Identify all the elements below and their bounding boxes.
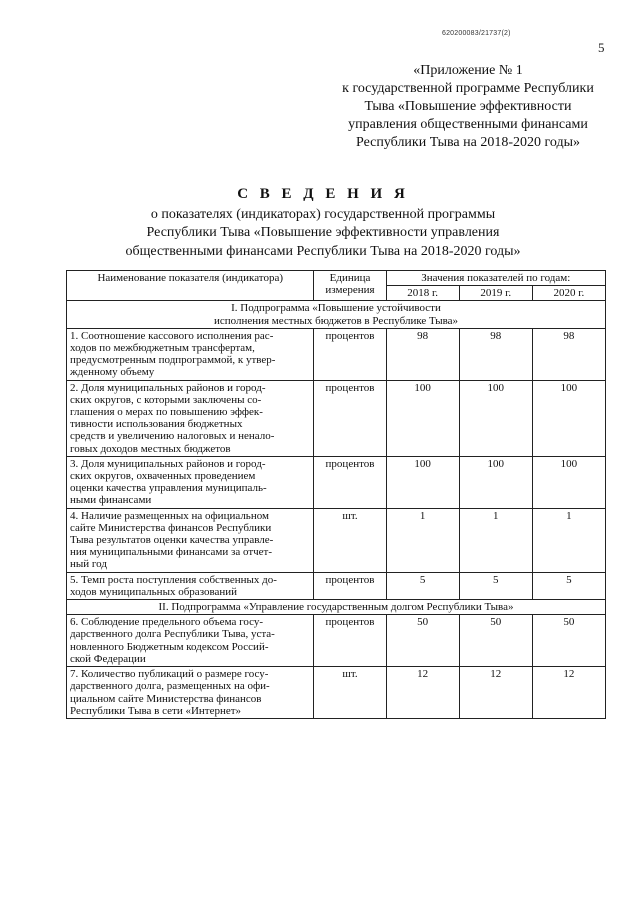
indicator-name-line: новленного Бюджетным кодексом Россий- [70,640,269,653]
subprogram-title-line: I. Подпрограмма «Повышение устойчивости [231,302,441,315]
indicator-name-line: ской Федерации [70,652,146,665]
document-subtitle-line: Республики Тыва «Повышение эффективности управления [146,225,500,240]
indicator-value: 100 [459,456,532,508]
table-row [67,667,606,719]
indicator-name-line: дарственного долга Республики Тыва, уста- [70,628,275,641]
table-row [67,615,606,667]
annex-line: Тыва «Повышение эффективности [364,99,572,114]
subprogram-title-line: исполнения местных бюджетов в Республике Тыва» [213,314,459,327]
indicator-name-line: ходов муниципальных образований [70,585,238,598]
indicator-value: 1 [386,508,459,572]
indicator-unit: процентов [314,615,386,667]
indicator-name-line: 7. Количество публикаций о размере госу- [70,668,269,681]
indicator-value: 100 [532,456,605,508]
indicator-name-line: 5. Темп роста поступления собственных до- [70,573,277,586]
table-header-row [67,271,606,286]
page-number: 5 [598,40,605,55]
subprogram-title [67,301,606,328]
indicator-name-line: циальном сайте Министерства финансов [70,692,262,705]
indicator-name-line: глашения о мерах по повышению эффек- [70,406,263,419]
indicator-unit: процентов [314,456,386,508]
indicator-name-line: дарственного долга, размещенных на офи- [70,680,270,693]
indicator-value: 100 [386,456,459,508]
indicators-table [66,270,606,719]
document-subtitle-line: общественными финансами Республики Тыва на 2018-2020 годы» [125,243,521,259]
indicator-name-line: жденному объему [70,366,155,379]
indicator-value: 12 [459,667,532,719]
indicator-value: 12 [386,667,459,719]
document-heading [92,185,554,261]
annex-caption [330,62,606,152]
indicator-name-line: тивности использования бюджетных [70,418,243,431]
indicators-table-body [67,271,606,719]
indicator-name-line: 1. Соотношение кассового исполнения рас- [70,329,274,342]
header-unit-line: измерения [325,284,375,297]
header-year: 2020 г. [532,286,605,301]
document-id: 620200083/21737(2) [442,30,511,37]
header-values-group: Значения показателей по годам: [386,271,605,286]
indicator-unit: процентов [314,380,386,456]
indicator-name [67,456,314,508]
indicator-name [67,572,314,599]
indicator-name-line: 3. Доля муниципальных районов и город- [70,457,266,470]
indicator-unit: шт. [314,508,386,572]
subprogram-row [67,600,606,615]
indicator-name-line: ходов по межбюджетным трансфертам, [70,342,255,355]
header-indicator-name: Наименование показателя (индикатора) [67,271,314,301]
table-row [67,456,606,508]
indicator-name [67,508,314,572]
indicator-value: 98 [532,328,605,380]
annex-line: управления общественными финансами [348,117,588,132]
subprogram-title [67,600,606,615]
table-row [67,508,606,572]
indicator-name [67,667,314,719]
indicator-name [67,380,314,456]
indicator-value: 50 [459,615,532,667]
indicator-name [67,328,314,380]
indicator-name-line: 2. Доля муниципальных районов и город- [70,381,266,394]
document-title: С В Е Д Е Н И Я [237,186,409,202]
header-year: 2019 г. [459,286,532,301]
indicator-name-line: 4. Наличие размещенных на официальном [70,509,269,522]
document-subtitle-line: о показателях (индикаторах) государственной программы [150,206,496,222]
indicator-name-line: говых доходов местных бюджетов [70,442,231,455]
indicator-value: 98 [459,328,532,380]
indicator-name-line: ный год [70,558,107,571]
indicator-name-line: ния муниципальными финансами за отчет- [70,546,273,559]
indicator-name-line: Республики Тыва в сети «Интернет» [70,704,242,717]
indicator-value: 50 [532,615,605,667]
indicator-value: 50 [386,615,459,667]
indicator-name-line: ских округов, охваченных проведением [70,470,256,483]
indicator-value: 100 [386,380,459,456]
indicator-name-line: предусмотренным подпрограммой, к утвер- [70,354,276,367]
indicator-value: 1 [459,508,532,572]
indicator-unit: процентов [314,572,386,599]
header-year: 2018 г. [386,286,459,301]
indicator-name-line: 6. Соблюдение предельного объема госу- [70,616,263,629]
indicator-name-line: ских округов, с которыми заключены со- [70,393,262,406]
header-unit-line: Единица [329,272,371,284]
table-row [67,380,606,456]
header-unit [314,271,386,301]
indicator-value: 98 [386,328,459,380]
indicator-value: 12 [532,667,605,719]
annex-line: Республики Тыва на 2018-2020 годы» [355,135,581,150]
indicator-name [67,615,314,667]
indicator-name-line: средств и увеличению налоговых и ненало- [70,430,275,443]
indicator-name-line: сайте Министерства финансов Республики [70,521,272,534]
table-row [67,572,606,599]
subprogram-title-line: II. Подпрограмма «Управление государственным долгом Республики Тыва» [158,601,514,614]
indicator-value: 100 [459,380,532,456]
indicator-name-line: оценки качества управления муниципаль- [70,482,267,495]
annex-line: «Приложение № 1 [413,63,523,78]
indicator-value: 1 [532,508,605,572]
indicator-value: 100 [532,380,605,456]
indicator-value: 5 [532,572,605,599]
indicator-name-line: Тыва результатов оценки качества управле- [70,534,274,547]
indicator-value: 5 [459,572,532,599]
table-row [67,328,606,380]
annex-line: к государственной программе Республики [342,81,594,96]
indicator-unit: процентов [314,328,386,380]
subprogram-row [67,301,606,328]
indicator-value: 5 [386,572,459,599]
indicator-name-line: ными финансами [70,494,152,507]
indicator-unit: шт. [314,667,386,719]
